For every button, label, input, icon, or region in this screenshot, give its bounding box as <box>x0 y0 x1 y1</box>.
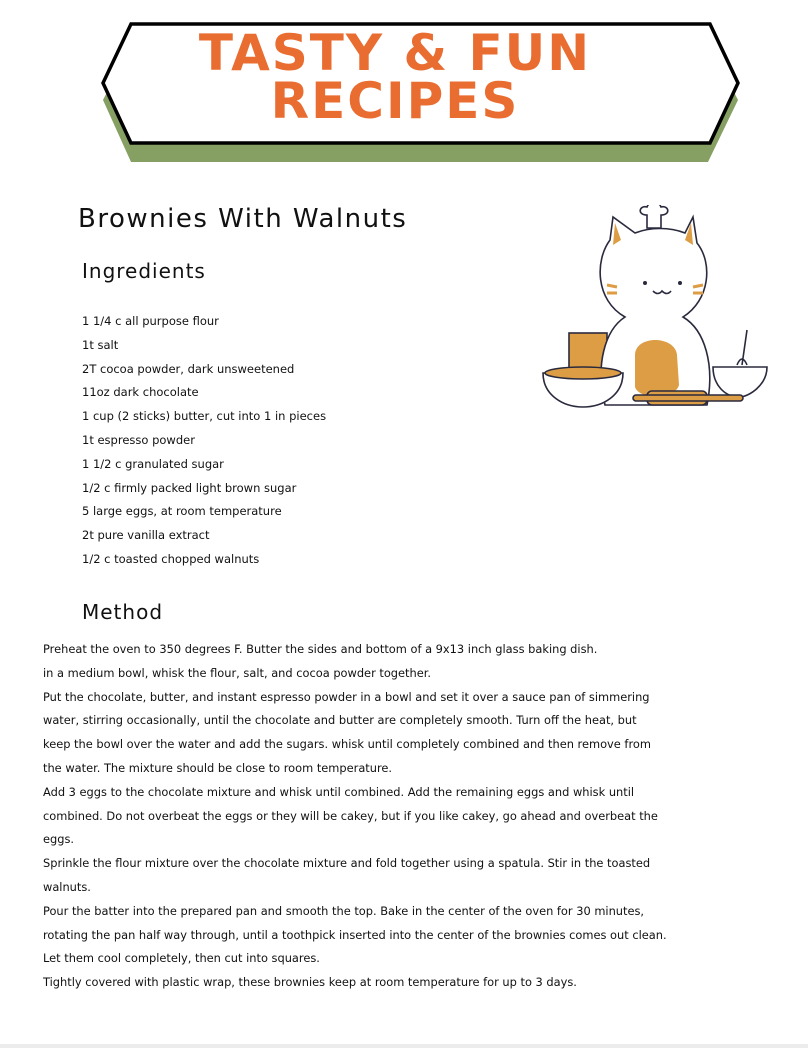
method-steps <box>43 640 667 997</box>
ingredient-item: 11oz dark chocolate <box>82 385 199 400</box>
chef-cat-illustration <box>535 205 775 415</box>
ingredient-item: 2t pure vanilla extract <box>82 528 210 543</box>
method-line: combined. Do not overbeat the eggs or they will be cakey, but if you like cakey, go ahead and overbeat the <box>43 808 658 823</box>
ingredient-item: 1/2 c toasted chopped walnuts <box>82 551 260 566</box>
method-line: water, stirring occasionally, until the chocolate and butter are completely smooth. Turn off the heat, but <box>43 713 637 728</box>
ingredient-item: 1 cup (2 sticks) butter, cut into 1 in pieces <box>82 409 327 424</box>
method-line: Let them cool completely, then cut into squares. <box>43 951 320 966</box>
method-line: the water. The mixture should be close to room temperature. <box>43 760 393 775</box>
banner-title-line2: RECIPES <box>270 72 520 130</box>
ingredient-item: 2T cocoa powder, dark unsweetened <box>82 361 295 376</box>
method-line: walnuts. <box>43 879 91 894</box>
ingredient-item: 1 1/2 c granulated sugar <box>82 456 224 471</box>
ingredient-item: 5 large eggs, at room temperature <box>82 504 282 519</box>
cat-belly <box>635 340 679 397</box>
ingredients-list <box>82 312 326 574</box>
method-line: eggs. <box>43 832 75 847</box>
method-line: Pour the batter into the prepared pan and smooth the top. Bake in the center of the oven for 30 minutes, <box>43 903 645 918</box>
method-step <box>43 640 667 664</box>
method-step <box>43 854 667 902</box>
whisk-icon <box>737 330 747 365</box>
method-line: Sprinkle the flour mixture over the chocolate mixture and fold together using a spatula. Stir in the toasted <box>43 856 651 871</box>
chef-hat-icon <box>640 205 668 228</box>
method-line: keep the bowl over the water and add the sugars. whisk until completely combined and then remove from <box>43 737 651 752</box>
method-line: rotating the pan half way through, until a toothpick inserted into the center of the brownies comes out clean. <box>43 927 667 942</box>
method-line: Add 3 eggs to the chocolate mixture and whisk until combined. Add the remaining eggs and whisk until <box>43 784 635 799</box>
method-line: Preheat the oven to 350 degrees F. Butter the sides and bottom of a 9x13 inch glass baking dish. <box>43 642 598 656</box>
ingredient-item: 1t salt <box>82 337 119 352</box>
method-line: Put the chocolate, butter, and instant espresso powder in a bowl and set it over a sauce pan of simmering <box>43 689 650 704</box>
method-line: in a medium bowl, whisk the flour, salt, and cocoa powder together. <box>43 665 431 680</box>
ingredient-item: 1/2 c firmly packed light brown sugar <box>82 480 297 495</box>
method-step <box>43 783 667 854</box>
method-step <box>43 902 667 973</box>
method-line: Tightly covered with plastic wrap, these brownies keep at room temperature for up to 3 days. <box>43 975 577 990</box>
method-step <box>43 973 667 997</box>
ingredients-heading: Ingredients <box>82 259 206 283</box>
method-step <box>43 664 667 688</box>
method-step <box>43 688 667 783</box>
page-bottom-edge <box>0 1044 808 1048</box>
ingredient-item: 1t espresso powder <box>82 432 195 447</box>
whisk-bowl <box>713 367 767 397</box>
method-heading: Method <box>82 600 164 624</box>
banner-title-line1: TASTY & FUN <box>198 24 592 82</box>
recipe-title: Brownies With Walnuts <box>78 204 408 234</box>
ingredient-item: 1 1/4 c all purpose flour <box>82 314 219 328</box>
